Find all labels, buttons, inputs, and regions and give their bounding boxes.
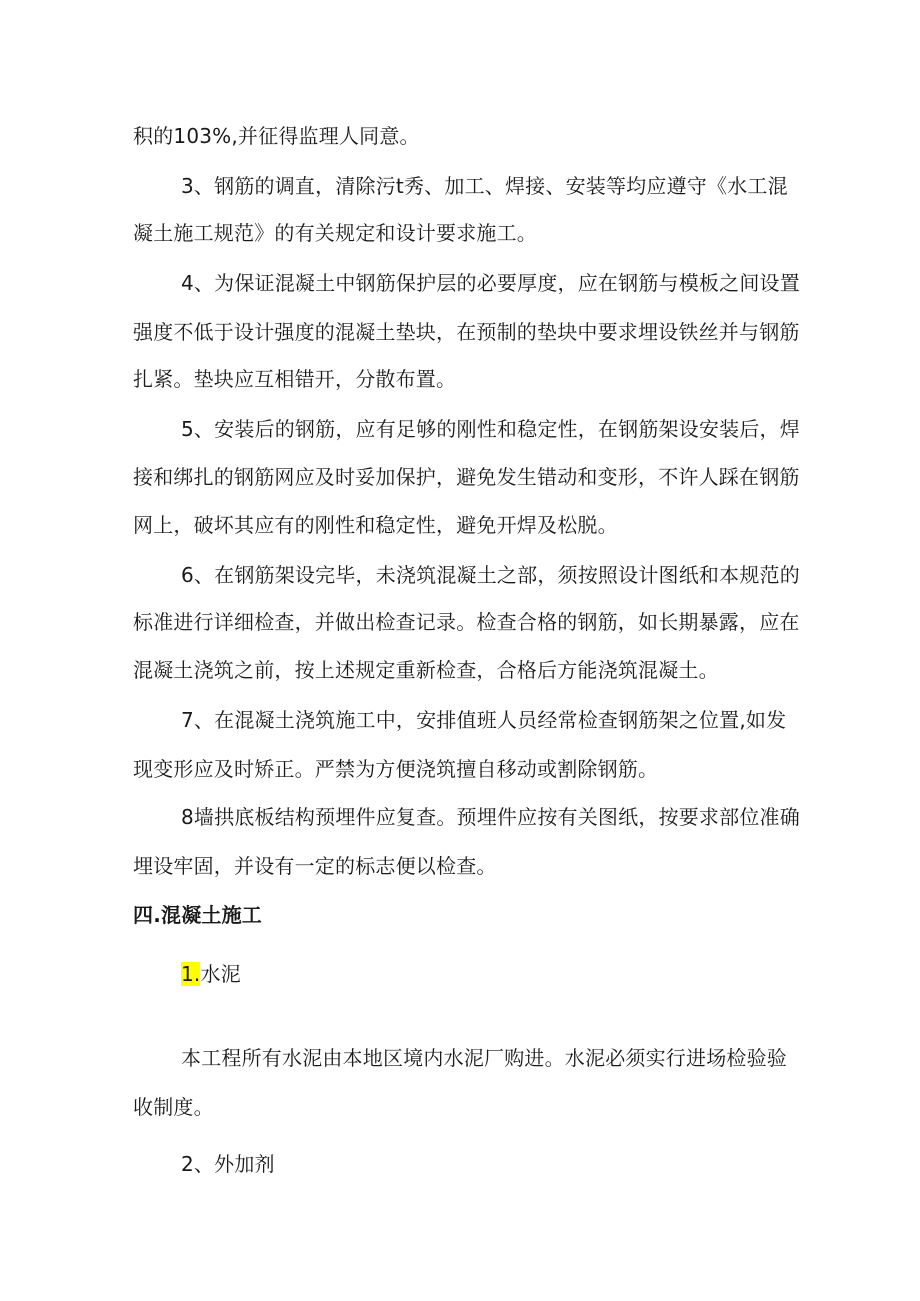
text-line: 5、安装后的钢筋，应有足够的刚性和稳定性，在钢筋架设安装后，焊 <box>181 417 800 441</box>
item-heading-admixture: 2、外加剂 <box>181 1152 275 1176</box>
text-line: 现变形应及时矫正。严禁为方便浇筑擅自移动或割除钢筋。 <box>133 757 659 781</box>
text-line: 6、在钢筋架设完毕，未浇筑混凝土之部，须按照设计图纸和本规范的 <box>181 563 800 587</box>
text-line: 标准进行详细检查，并做出检查记录。检查合格的钢筋，如长期暴露，应在 <box>133 610 800 634</box>
text-line: 收制度。 <box>133 1095 214 1119</box>
section-heading: 四.混凝土施工 <box>133 903 262 927</box>
text-line: 3、钢筋的调直，清除污t秀、加工、焊接、安装等均应遵守《水工混 <box>181 174 788 198</box>
text-line: 8墙拱底板结构预埋件应复查。预埋件应按有关图纸，按要求部位准确 <box>181 805 800 829</box>
item-label: 水泥 <box>200 962 241 986</box>
text-line: 扎紧。垫块应互相错开，分散布置。 <box>133 367 457 391</box>
text-line: 接和绑扎的钢筋网应及时妥加保护，避免发生错动和变形，不许人踩在钢筋 <box>133 465 800 489</box>
text-line: 4、为保证混凝土中钢筋保护层的必要厚度，应在钢筋与模板之间设置 <box>181 271 800 295</box>
text-line: 埋设牢固，并设有一定的标志便以检查。 <box>133 854 497 878</box>
text-line: 混凝土浇筑之前，按上述规定重新检查，合格后方能浇筑混凝土。 <box>133 658 719 682</box>
text-line: 凝土施工规范》的有关规定和设计要求施工。 <box>133 221 537 245</box>
item-heading-cement <box>181 960 241 988</box>
item-number-highlight: 1. <box>181 962 201 986</box>
text-line: 积的103%,并征得监理人同意。 <box>133 124 420 148</box>
text-line: 强度不低于设计强度的混凝土垫块，在预制的垫块中要求埋设铁丝并与钢筋 <box>133 320 800 344</box>
text-line: 网上，破坏其应有的刚性和稳定性，避免开焊及松脱。 <box>133 513 618 537</box>
text-line: 7、在混凝土浇筑施工中，安排值班人员经常检查钢筋架之位置,如发 <box>181 708 787 732</box>
text-line: 本工程所有水泥由本地区境内水泥厂购进。水泥必须实行进场检验验 <box>181 1046 787 1070</box>
